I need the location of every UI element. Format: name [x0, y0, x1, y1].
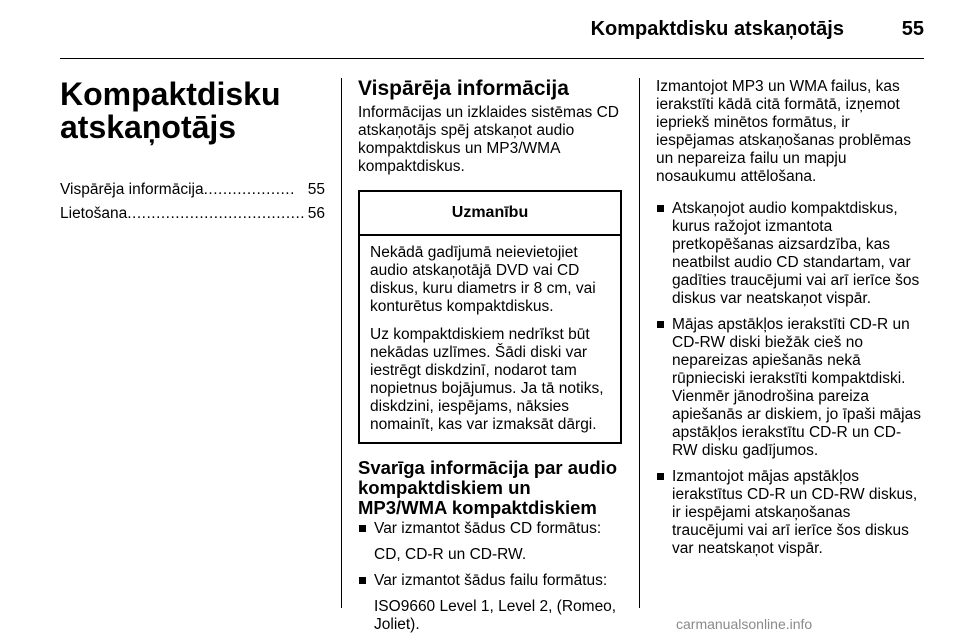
- header-divider: [60, 58, 924, 59]
- toc-entry-label: Lietošana: [60, 205, 128, 222]
- list-item-detail: ISO9660 Level 1, Level 2, (Romeo, Joliet).: [374, 598, 617, 633]
- warning-body: [360, 236, 620, 442]
- warning-paragraph: Uz kompaktdiskiem nedrīkst būt nekādas uzlīmes. Šādi diski var iestrēgt diskdzinī, nodarot tam nopietnus bojājumus. Ja tā notiks, diskdzini, iespējams, nāksies nomainīt, kas var izmaksāt dārgi.: [370, 326, 604, 433]
- bullet-square-icon: [657, 205, 664, 212]
- warning-paragraph: Nekādā gadījumā neievietojiet audio atskaņotājā DVD vai CD diskus, kuru diametrs ir 8 cm, vai konturētus kompaktdiskus.: [370, 244, 596, 315]
- list-item-text: Var izmantot šādus failu formātus:: [374, 572, 608, 589]
- list-item: [656, 468, 924, 558]
- toc-entry-page: 56: [307, 205, 325, 222]
- watermark: carmanualsonline.info: [676, 616, 813, 632]
- general-info-column: [358, 76, 622, 642]
- bullet-square-icon: [359, 525, 366, 532]
- bullet-square-icon: [657, 473, 664, 480]
- list-item-text: Mājas apstākļos ierakstīti CD-R un CD-RW diski biežāk cieš no nepareizas apiešanās nekā rūpnieciski ierakstīti kompaktdiski. Vienmēr jānodrošina pareiza apiešanās ar diskiem, jo īpaši mājas apstākļos ierakstītu CD-R un CD-RW disku gadījumos.: [672, 316, 921, 459]
- body-paragraph: Izmantojot MP3 un WMA failus, kas ierakstīti kādā citā formātā, izņemot iepriekš minētos formātus, ir iespējamas atskaņošanas problēmas un nepareiza failu un mapju nosaukumu attēlošana.: [656, 78, 912, 185]
- intro-paragraph: Informācijas un izklaides sistēmas CD atskaņotājs spēj atskaņot audio kompaktdiskus un MP3/WMA kompaktdiskus.: [358, 104, 620, 175]
- toc-entry-page: 55: [307, 181, 325, 198]
- list-item-text: Var izmantot šādus CD formātus:: [374, 520, 602, 537]
- list-item-detail: CD, CD-R un CD-RW.: [374, 546, 527, 563]
- toc-leader-dots: ...................: [203, 181, 295, 198]
- chapter-title: [60, 78, 325, 144]
- notes-list: [656, 200, 924, 558]
- chapter-title-line2: atskaņotājs: [60, 109, 237, 145]
- list-item: [358, 572, 622, 634]
- toc-leader-dots: .....................................: [127, 205, 306, 222]
- page-number: 55: [901, 18, 924, 40]
- chapter-column: [60, 78, 325, 226]
- column-divider: [341, 78, 342, 608]
- toc-entry-usage[interactable]: [60, 202, 325, 226]
- toc-entry-label: Vispārēja informācija: [60, 181, 204, 198]
- subsection-heading: Svarīga informācija par audio kompaktdiskiem un MP3/WMA kompaktdiskiem: [358, 457, 618, 518]
- format-list: [358, 520, 622, 634]
- bullet-square-icon: [657, 321, 664, 328]
- list-item: [358, 520, 622, 564]
- warning-title: Uzmanību: [360, 192, 620, 236]
- column-divider: [639, 78, 640, 608]
- list-item-text: Atskaņojot audio kompaktdiskus, kurus ražojot izmantota pretkopēšanas aizsardzība, kas neatbilst audio CD standartam, var gadīties traucējumi vai arī ierīce šos diskus var neatskaņot vispār.: [672, 200, 920, 307]
- list-item: [656, 200, 924, 308]
- warning-box: [358, 190, 622, 444]
- header-title: Kompaktdisku atskaņotājs: [590, 18, 844, 40]
- list-item-text: Izmantojot mājas apstākļos ierakstītus CD-R un CD-RW diskus, ir iespējami atskaņošanas traucējumi vai arī ierīce šos diskus var neatskaņot vispār.: [672, 468, 918, 557]
- notes-column: [656, 78, 924, 566]
- toc-entry-general[interactable]: [60, 178, 325, 202]
- section-heading: Vispārēja informācija: [358, 77, 569, 100]
- page-header: [0, 0, 960, 60]
- chapter-title-line1: Kompaktdisku: [60, 76, 281, 112]
- list-item: [656, 316, 924, 460]
- bullet-square-icon: [359, 577, 366, 584]
